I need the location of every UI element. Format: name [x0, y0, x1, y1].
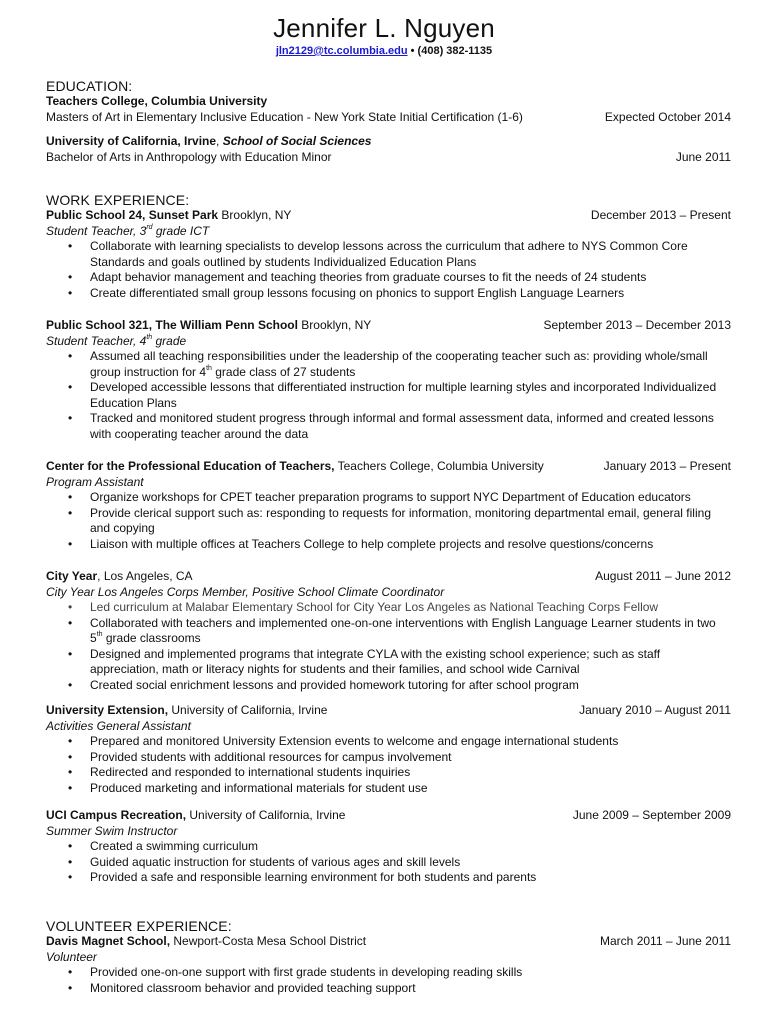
contact-line — [0, 44, 768, 58]
school-sub: School of Social Sciences — [222, 134, 372, 148]
job-header — [46, 459, 731, 475]
phone-number: (408) 382-1135 — [417, 45, 493, 57]
school-name-row: University of California, Irvine, School of Social Sciences — [46, 134, 372, 148]
contact-separator: • — [407, 45, 418, 57]
bullet-item: • Created social enrichment lessons and provided homework tutoring for after school program — [90, 678, 731, 694]
job-entry — [46, 208, 731, 301]
job-entry — [46, 703, 731, 796]
job-location: University of California, Irvine — [168, 703, 328, 717]
job-location: Brooklyn, NY — [297, 318, 372, 332]
work-heading: WORK EXPERIENCE: — [46, 192, 190, 208]
job-header — [46, 703, 731, 719]
job-bullets — [46, 239, 731, 301]
bullet-item: • Created a swimming curriculum — [90, 839, 731, 855]
bullet-item: • Collaborate with learning specialists to develop lessons across the curriculum that adhere to NYS Common Core Standards and goals outlined by students Individualized Education Plans — [90, 239, 731, 270]
volunteer-section — [46, 918, 731, 996]
job-date: June 2009 – September 2009 — [572, 808, 731, 822]
job-date: January 2010 – August 2011 — [579, 703, 731, 717]
job-header — [46, 808, 731, 824]
degree-date: Expected October 2014 — [604, 109, 731, 124]
job-location: University of California, Irvine — [186, 808, 346, 822]
bullet-item: • Organize workshops for CPET teacher preparation programs to support NYC Department of Education educators — [90, 490, 731, 506]
volunteer-entry — [46, 934, 731, 996]
job-role: Summer Swim Instructor — [46, 823, 178, 838]
resume-name: Jennifer L. Nguyen — [273, 13, 495, 43]
job-bullets — [46, 965, 731, 996]
bullet-item: • Collaborated with teachers and implemented one-on-one interventions with English Language Learner students in two 5th grade classrooms — [90, 616, 731, 647]
job-bullets — [46, 349, 731, 442]
job-bullets — [46, 839, 731, 886]
job-org: University Extension, — [46, 703, 169, 717]
job-role: City Year Los Angeles Corps Member, Positive School Climate Coordinator — [46, 584, 445, 599]
job-date: January 2013 – Present — [603, 459, 731, 473]
job-bullets — [46, 600, 731, 693]
job-header — [46, 318, 731, 334]
education-entry — [46, 94, 731, 165]
job-header — [46, 934, 731, 950]
email-link[interactable]: jln2129@tc.columbia.edu — [275, 45, 408, 57]
work-section — [46, 192, 731, 886]
job-role: Activities General Assistant — [46, 718, 191, 733]
bullet-item: • Developed accessible lessons that differentiated instruction for multiple learning styles and incorporated Individualized Education Plans — [90, 380, 731, 411]
work-entries — [46, 208, 731, 886]
bullet-item: • Liaison with multiple offices at Teachers College to help complete projects and resolve questions/concerns — [90, 537, 731, 553]
bullet-item: • Assumed all teaching responsibilities under the leadership of the cooperating teacher such as: providing whole/small group instruction for 4th grade class of 27 students — [90, 349, 731, 380]
job-entry — [46, 318, 731, 442]
bullet-item: • Led curriculum at Malabar Elementary School for City Year Los Angeles as National Teaching Corps Fellow — [90, 600, 731, 616]
degree-row — [46, 110, 731, 126]
job-date: December 2013 – Present — [590, 208, 731, 222]
job-location: Newport-Costa Mesa School District — [170, 934, 367, 948]
bullet-item: • Designed and implemented programs that integrate CYLA with the existing school experience; such as staff appreciation, math or literacy nights for students and their families, and school wide Carnival — [90, 647, 731, 678]
job-header — [46, 569, 731, 585]
job-date: September 2013 – December 2013 — [543, 318, 731, 332]
job-location: Brooklyn, NY — [218, 208, 292, 222]
degree-title: Bachelor of Arts in Anthropology with Education Minor — [46, 149, 332, 164]
job-role: Volunteer — [46, 949, 97, 964]
job-entry — [46, 808, 731, 886]
job-entry — [46, 569, 731, 693]
education-heading: EDUCATION: — [46, 78, 133, 94]
education-section — [46, 78, 731, 165]
job-location: , Los Angeles, CA — [97, 569, 193, 583]
job-header — [46, 208, 731, 224]
job-org: Center for the Professional Education of Teachers, — [46, 459, 335, 473]
job-role: Program Assistant — [46, 474, 144, 489]
school-name: Teachers College, Columbia University — [46, 94, 268, 108]
job-date: August 2011 – June 2012 — [595, 569, 731, 583]
job-location: Teachers College, Columbia University — [334, 459, 544, 473]
bullet-item: • Guided aquatic instruction for students of various ages and skill levels — [90, 855, 731, 871]
bullet-item: • Provided one-on-one support with first grade students in developing reading skills — [90, 965, 731, 981]
bullet-item: • Tracked and monitored student progress through informal and formal assessment data, informed and created lessons with cooperating teacher around the data — [90, 411, 731, 442]
degree-row — [46, 150, 731, 166]
job-org: Davis Magnet School, — [46, 934, 171, 948]
job-org: UCI Campus Recreation, — [46, 808, 187, 822]
job-org: Public School 24, Sunset Park — [46, 208, 219, 222]
bullet-item: • Redirected and responded to international students inquiries — [90, 765, 731, 781]
job-bullets — [46, 490, 731, 552]
bullet-item: • Provided a safe and responsible learning environment for both students and parents — [90, 870, 731, 886]
bullet-item: • Monitored classroom behavior and provided teaching support — [90, 981, 731, 997]
bullet-item: • Provided students with additional resources for campus involvement — [90, 750, 731, 766]
job-org: Public School 321, The William Penn School — [46, 318, 298, 332]
job-org: City Year — [46, 569, 98, 583]
degree-title: Masters of Art in Elementary Inclusive Education - New York State Initial Certification (1-6) — [46, 109, 523, 124]
bullet-item: • Produced marketing and informational materials for student use — [90, 781, 731, 797]
school-name: University of California, Irvine — [46, 134, 217, 148]
bullet-item: • Adapt behavior management and teaching theories from graduate courses to fit the needs of 24 students — [90, 270, 731, 286]
degree-date: June 2011 — [675, 149, 731, 164]
bullet-item: • Prepared and monitored University Extension events to welcome and engage international students — [90, 734, 731, 750]
bullet-item: • Create differentiated small group lessons focusing on phonics to support English Language Learners — [90, 286, 731, 302]
job-entry — [46, 459, 731, 552]
volunteer-heading: VOLUNTEER EXPERIENCE: — [46, 918, 232, 934]
job-date: March 2011 – June 2011 — [600, 934, 731, 948]
bullet-item: • Provide clerical support such as: responding to requests for information, monitoring departmental email, general filing and copying — [90, 506, 731, 537]
job-role: Student Teacher, 3rd grade ICT — [46, 223, 210, 238]
job-bullets — [46, 734, 731, 796]
job-role: Student Teacher, 4th grade — [46, 333, 187, 348]
